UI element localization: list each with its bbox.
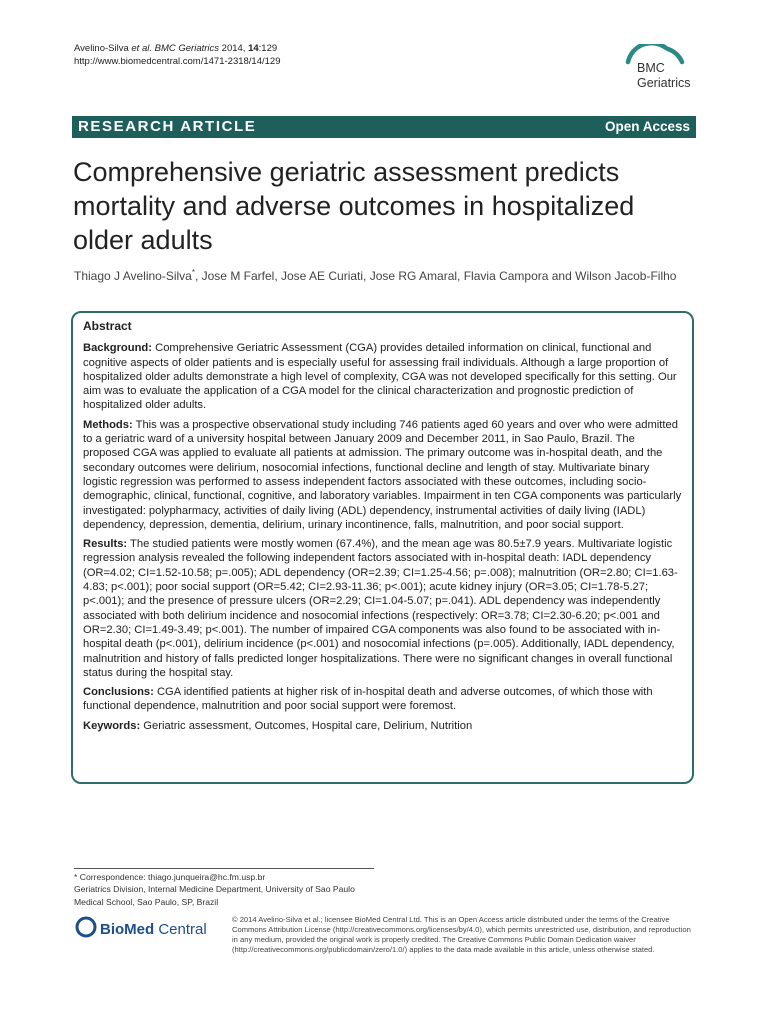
affiliation-line-2: Medical School, Sao Paulo, SP, Brazil <box>74 896 219 907</box>
abstract-box <box>71 311 694 784</box>
abstract-background <box>83 341 683 412</box>
article-title: Comprehensive geriatric assessment predicts mortality and adverse outcomes in hospitalized older adults <box>73 157 635 255</box>
author-list <box>74 268 694 283</box>
methods-label: Methods: <box>83 418 133 431</box>
citation-article-number: :129 <box>258 43 278 54</box>
background-text: Comprehensive Geriatric Assessment (CGA) provides detailed information on clinical, functional and cognitive aspects of older patients and is especially useful for assessing frail individuals. Although a large proportion of hospitalized older adults demonstrate a high level of complexity, CGA was not developed specifically for this setting. Our aim was to evaluate the application of a CGA model for the clinical characterization and prognostic prediction of hospitalized older adults. <box>83 342 677 412</box>
correspondence-mark: * <box>191 268 195 277</box>
article-type-label: RESEARCH ARTICLE <box>78 118 257 135</box>
citation-line <box>74 42 281 55</box>
license-text: © 2014 Avelino-Silva et al.; licensee BioMed Central Ltd. This is an Open Access article distributed under the terms of the Creative Commons Attribution License (http://creativecommons.org/licenses/by/4.0), which permits unrestricted use, distribution, and reproduction in any medium, provided the original work is properly credited. The Creative Commons Public Domain Dedication waiver (http://creativecommons.org/publicdomain/zero/1.0/) applies to the data made available in this article, unless otherwise stated. <box>232 915 691 954</box>
biomed-swirl-icon <box>74 915 98 939</box>
footnote-divider <box>74 868 374 869</box>
citation-volume: 14 <box>248 43 259 54</box>
citation-header <box>74 42 281 68</box>
methods-text: This was a prospective observational study including 746 patients aged 60 years and over who were admitted to a geriatric ward of a university hospital between January 2009 and December 2011, in Sao Paulo, Brazil. The proposed CGA was applied to evaluate all patients at admission. The primary outcome was in-hospital death, and the secondary outcomes were delirium, nosocomial infections, functional decline and length of stay. Multivariate binary logistic regression was performed to assess independent factors associated with these outcomes, including socio-demographic, clinical, functional, cognitive, and laboratory variables. Impairment in ten CGA components was particularly investigated: polypharmacy, activities of daily living (ADL) dependency, instrumental activities of daily living (IADL) dependency, depression, dementia, delirium, urinary incontinence, falls, malnutrition, and poor social support. <box>83 418 682 531</box>
correspondence-email[interactable]: * Correspondence: thiago.junqueira@hc.fm.usp.br <box>74 872 266 882</box>
biomed-central-logo <box>74 915 224 947</box>
abstract-methods <box>83 418 683 532</box>
keywords-text: Geriatric assessment, Outcomes, Hospital care, Delirium, Nutrition <box>140 719 473 732</box>
conclusions-text: CGA identified patients at higher risk of in-hospital death and adverse outcomes, of which those with functional dependence, malnutrition and poor social support were foremost. <box>83 686 653 713</box>
bmc-geriatrics-logo <box>618 44 702 96</box>
logo-line-2: Geriatrics <box>637 76 691 90</box>
biomed-wordmark <box>100 921 207 938</box>
article-type-banner <box>72 116 696 138</box>
results-text: The studied patients were mostly women (67.4%), and the mean age was 80.5±7.9 years. Multivariate logistic regression analysis revealed the following independent factors associated with in-hospital death: IADL dependency (OR=4.02; CI=1.52-10.58; p=.005); ADL dependency (OR=2.39; CI=1.25-4.56; p=.008); malnutrition (OR=2.80; CI=1.63-4.83; p<.001); poor social support (OR=5.42; CI=2.93-11.36; p<.001); acute kidney injury (OR=3.05; CI=1.78-5.27; p<.001); and the presence of pressure ulcers (OR=2.29; CI=1.04-5.07; p=.041). ADL dependency was independently associated with both delirium incidence and nosocomial infections (respectively: OR=3.78; CI=2.30-6.20; p<.001 and OR=2.30; CI=1.49-3.49; p<.001). The number of impaired CGA components was also found to be associated with in-hospital death (p<.001), delirium incidence (p<.001) and nosocomial infections (p=.005). Additionally, IADL dependency, malnutrition and history of falls predicted longer hospitalizations. There were no significant changes in overall functional status during the hospital stay. <box>83 538 678 679</box>
abstract-conclusions <box>83 685 683 714</box>
citation-year: 2014, <box>219 43 249 54</box>
abstract-results <box>83 537 683 680</box>
logo-line-1: BMC <box>637 61 665 75</box>
first-author[interactable]: Thiago J Avelino-Silva <box>74 269 192 283</box>
footnote <box>74 871 355 908</box>
other-authors: , Jose M Farfel, Jose AE Curiati, Jose RG Amaral, Flavia Campora and Wilson Jacob-Filho <box>194 269 677 283</box>
abstract-heading: Abstract <box>83 319 132 333</box>
article-url-link[interactable]: http://www.biomedcentral.com/1471-2318/14/129 <box>74 56 281 67</box>
results-label: Results: <box>83 538 128 551</box>
biomed-regular: Central <box>154 921 207 938</box>
keywords-label: Keywords: <box>83 719 141 732</box>
citation-authors: Avelino-Silva <box>74 43 129 54</box>
biomed-bold: BioMed <box>100 921 155 938</box>
citation-journal: et al. BMC Geriatrics <box>128 43 220 54</box>
abstract-content <box>83 319 683 738</box>
conclusions-label: Conclusions: <box>83 686 154 699</box>
background-label: Background: <box>83 342 152 355</box>
affiliation-line-1: Geriatrics Division, Internal Medicine Department, University of Sao Paulo <box>74 884 355 895</box>
open-access-label: Open Access <box>604 119 690 134</box>
abstract-keywords <box>83 719 683 733</box>
